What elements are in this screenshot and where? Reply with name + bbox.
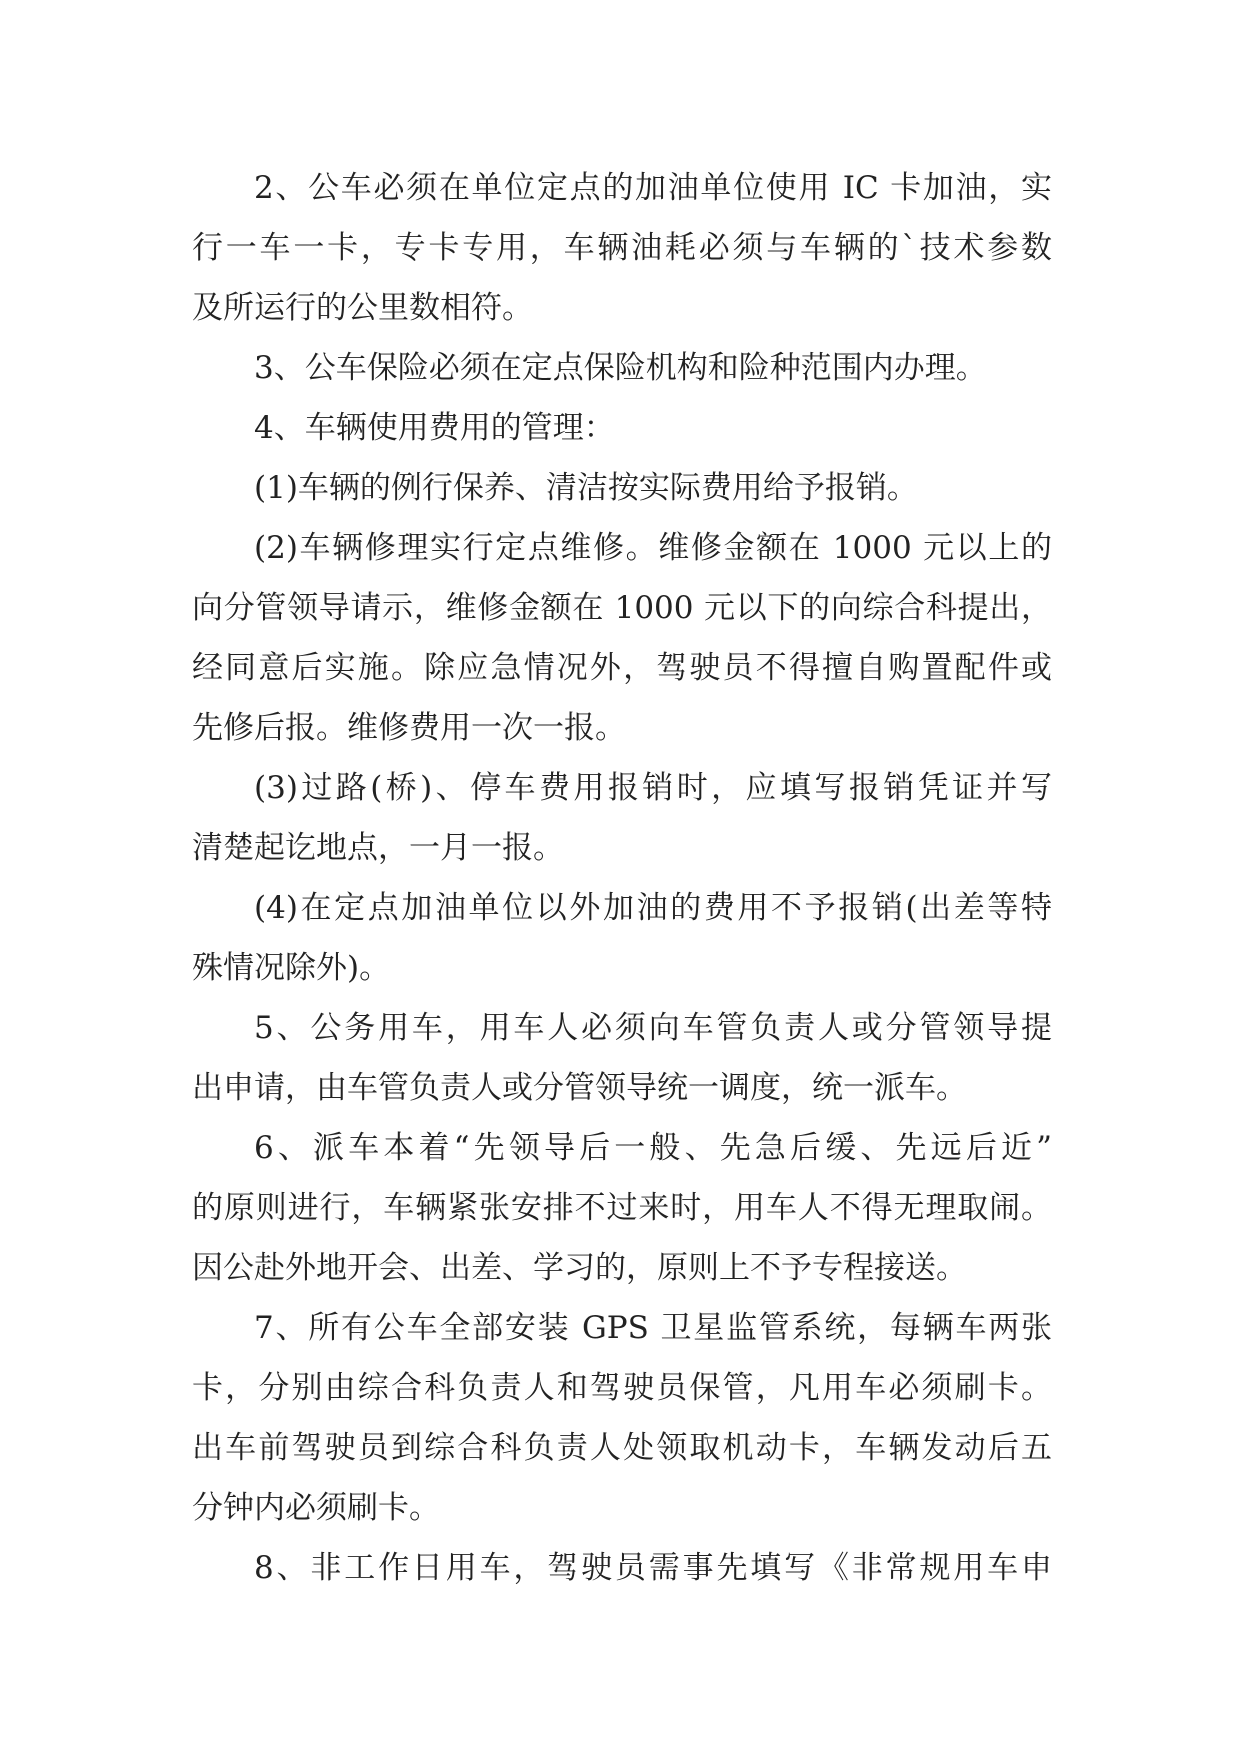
text-line: 4、车辆使用费用的管理： xyxy=(254,410,615,446)
text-line: 8、非工作日用车，驾驶员需事先填写《非常规用车申 xyxy=(254,1550,1052,1586)
text-line: 出车前驾驶员到综合科负责人处领取机动卡，车辆发动后五 xyxy=(192,1430,1052,1466)
text-line: (1)车辆的例行保养、清洁按实际费用给予报销。 xyxy=(254,470,918,506)
text-line: 分钟内必须刷卡。 xyxy=(192,1490,440,1526)
text-line: 清楚起讫地点，一月一报。 xyxy=(192,830,564,866)
text-line: 经同意后实施。除应急情况外，驾驶员不得擅自购置配件或 xyxy=(192,650,1052,686)
text-line: 2、公车必须在单位定点的加油单位使用 IC 卡加油，实 xyxy=(254,170,1052,206)
text-line: 6、派车本着“先领导后一般、先急后缓、先远后近” xyxy=(254,1130,1052,1166)
text-line: 及所运行的公里数相符。 xyxy=(192,290,533,326)
text-line: (3)过路(桥)、停车费用报销时，应填写报销凭证并写 xyxy=(254,770,1052,806)
text-line: 出申请，由车管负责人或分管领导统一调度，统一派车。 xyxy=(192,1070,967,1106)
text-line: 3、公车保险必须在定点保险机构和险种范围内办理。 xyxy=(254,350,987,386)
document-body xyxy=(192,158,1052,1598)
text-line: 行一车一卡，专卡专用，车辆油耗必须与车辆的`技术参数 xyxy=(192,230,1052,266)
text-line: 向分管领导请示，维修金额在 1000 元以下的向综合科提出， xyxy=(192,590,1052,626)
text-line: 7、所有公车全部安装 GPS 卫星监管系统，每辆车两张 xyxy=(254,1310,1052,1346)
text-line: 卡，分别由综合科负责人和驾驶员保管，凡用车必须刷卡。 xyxy=(192,1370,1052,1406)
text-line: 先修后报。维修费用一次一报。 xyxy=(192,710,626,746)
text-line: 的原则进行，车辆紧张安排不过来时，用车人不得无理取闹。 xyxy=(192,1190,1052,1226)
text-line: 5、公务用车，用车人必须向车管负责人或分管领导提 xyxy=(254,1010,1052,1046)
text-line: (2)车辆修理实行定点维修。维修金额在 1000 元以上的 xyxy=(254,530,1052,566)
text-line: 殊情况除外)。 xyxy=(192,950,391,986)
text-line: 因公赴外地开会、出差、学习的，原则上不予专程接送。 xyxy=(192,1250,967,1286)
text-line: (4)在定点加油单位以外加油的费用不予报销(出差等特 xyxy=(254,890,1052,926)
